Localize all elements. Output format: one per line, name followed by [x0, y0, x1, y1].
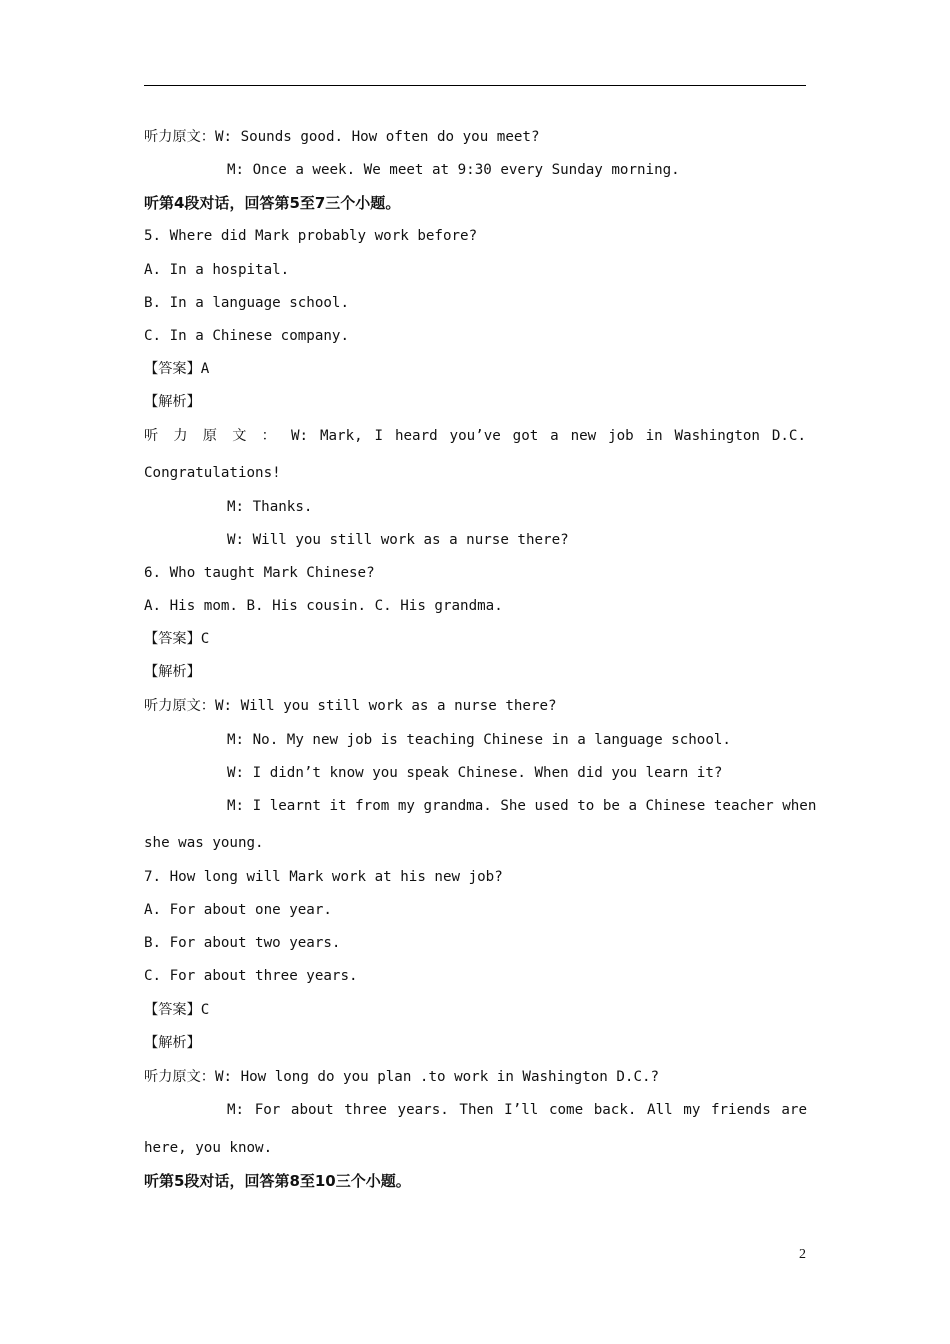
text-line: 听 力 原 文 ： W: Mark, I heard you’ve got a new job in Washington D.C.: [144, 428, 806, 444]
option: B. For about two years.: [144, 935, 341, 951]
text-line: M: No. My new job is teaching Chinese in a language school.: [227, 732, 731, 748]
text-line: W: Will you still work as a nurse there?: [227, 532, 569, 548]
option: C. For about three years.: [144, 968, 358, 984]
text-line: M: I learnt it from my grandma. She used to be a Chinese teacher when: [227, 798, 817, 814]
option: A. His mom. B. His cousin. C. His grandma.: [144, 598, 503, 614]
page-number: 2: [799, 1247, 806, 1262]
section-heading: 听第5段对话，回答第8至10三个小题。: [144, 1172, 411, 1190]
answer-label: 【答案】C: [144, 631, 210, 647]
text-line: M: Thanks.: [227, 499, 313, 515]
text-line: 听力原文：W: How long do you plan .to work in Washington D.C.?: [144, 1069, 660, 1085]
option: C. In a Chinese company.: [144, 328, 349, 344]
answer-label: 【答案】A: [144, 361, 210, 377]
question: 5. Where did Mark probably work before?: [144, 228, 478, 244]
text-line: 听力原文：W: Will you still work as a nurse there?: [144, 698, 557, 714]
text-line: 听力原文：W: Sounds good. How often do you meet?: [144, 129, 540, 145]
text-line: M: For about three years. Then I’ll come back. All my friends are: [227, 1102, 807, 1118]
option: A. In a hospital.: [144, 262, 290, 278]
option: B. In a language school.: [144, 295, 349, 311]
analysis-label: 【解析】: [144, 1035, 201, 1051]
text-line: here, you know.: [144, 1140, 273, 1156]
analysis-label: 【解析】: [144, 394, 201, 410]
header-rule: [144, 85, 806, 86]
text-line: Congratulations!: [144, 465, 281, 481]
text-line: W: I didn’t know you speak Chinese. When did you learn it?: [227, 765, 723, 781]
text-line: M: Once a week. We meet at 9:30 every Sunday morning.: [227, 162, 680, 178]
text-line: she was young.: [144, 835, 264, 851]
question: 7. How long will Mark work at his new job?: [144, 869, 503, 885]
analysis-label: 【解析】: [144, 664, 201, 680]
question: 6. Who taught Mark Chinese?: [144, 565, 375, 581]
answer-label: 【答案】C: [144, 1002, 210, 1018]
option: A. For about one year.: [144, 902, 332, 918]
section-heading: 听第4段对话，回答第5至7三个小题。: [144, 194, 401, 212]
